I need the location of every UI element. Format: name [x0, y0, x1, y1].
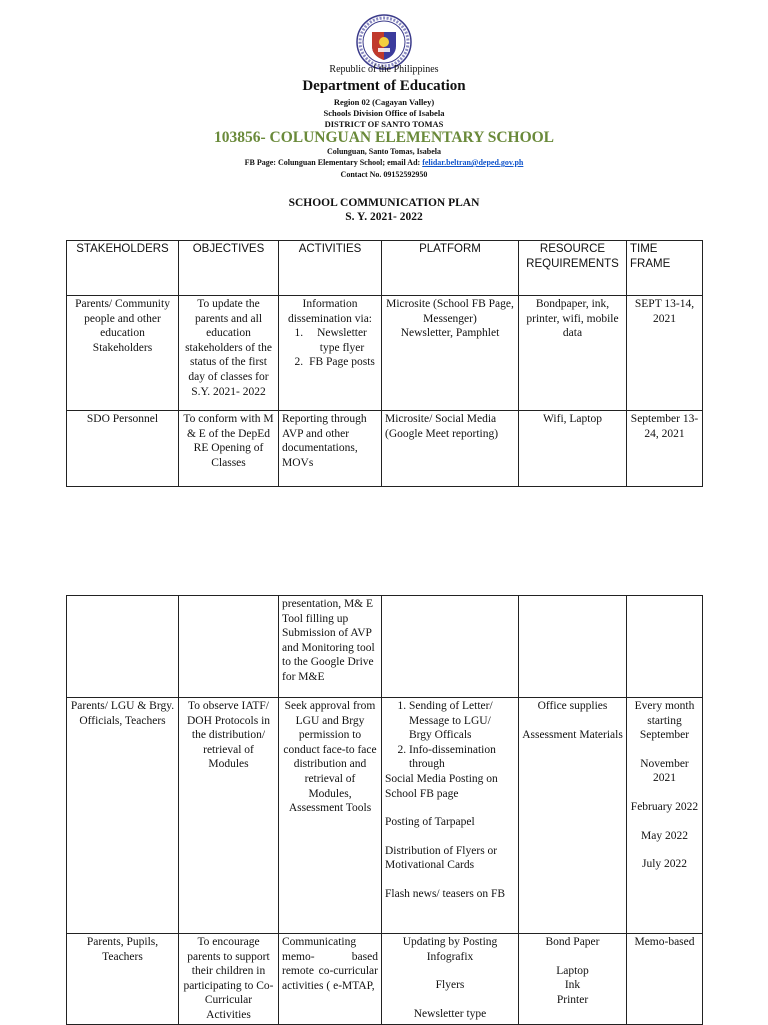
table-row [67, 934, 703, 1025]
list-item: 1. Newsletter type flyer [306, 326, 378, 355]
platform-cell [382, 296, 519, 411]
header-platform: PLATFORM [382, 241, 519, 296]
time-text: May 2022 [641, 829, 688, 842]
republic-line: Republic of the Philippines [329, 64, 439, 75]
platform-text: Flyers [435, 979, 465, 992]
resources-cell: Bondpaper, ink, printer, wifi, mobile data [519, 296, 627, 411]
stakeholders-cell: Parents, Pupils, Teachers [67, 934, 179, 1025]
region-line: Region 02 (Cagayan Valley) [333, 97, 435, 107]
platform-list [385, 699, 515, 772]
time-frame-cell: SEPT 13-14, 2021 [627, 296, 703, 411]
list-item: 2. Info-dissemination through [409, 743, 515, 772]
objectives-cell: To encourage parents to support their children in participating to Co- Curricular Activities [179, 934, 279, 1025]
table-row [67, 296, 703, 411]
resources-text: Office supplies [537, 700, 608, 712]
stakeholders-cell: Parents/ Community people and other education Stakeholders [67, 296, 179, 411]
activities-intro: Information dissemination via: [287, 298, 372, 325]
activities-cell: Communicating memo- based remote co-curricular activities ( e-MTAP, [279, 934, 382, 1025]
resources-text: Bond Paper [545, 936, 600, 948]
resources-text: Ink [564, 979, 581, 992]
activities-cell [279, 296, 382, 411]
district-line: DISTRICT OF SANTO TOMAS [324, 119, 444, 129]
list-item: 2. FB Page posts [306, 355, 378, 370]
stakeholders-cell: SDO Personnel [67, 411, 179, 487]
objectives-cell: To observe IATF/ DOH Protocols in the distribution/ retrieval of Modules [179, 698, 279, 934]
table-header-row [67, 241, 703, 296]
table-row [67, 411, 703, 487]
communication-plan-table [66, 240, 703, 487]
activities-cell: presentation, M& E Tool filling up Submission of AVP and Monitoring tool to the Google Drive for M&E [279, 596, 382, 698]
activities-list [282, 326, 378, 370]
communication-plan-table-continued [66, 595, 703, 1025]
stakeholders-cell [67, 596, 179, 698]
platform-text: Posting of Tarpapel [385, 816, 475, 829]
time-text: July 2022 [641, 858, 688, 871]
platform-text: Microsite (School FB Page, Messenger) [386, 298, 514, 325]
platform-cell: Microsite/ Social Media (Google Meet reporting) [382, 411, 519, 487]
objectives-cell [179, 596, 279, 698]
platform-text: Newsletter, Pamphlet [400, 327, 500, 340]
objectives-cell: To conform with M & E of the DepEd RE Opening of Classes [179, 411, 279, 487]
table-row [67, 698, 703, 934]
email-link[interactable]: felidar.beltran@deped.gov.ph [422, 158, 524, 167]
resources-cell [519, 596, 627, 698]
platform-text: Updating by Posting Infografix [402, 936, 498, 963]
platform-text: Distribution of Flyers or Motivational Cards [385, 844, 498, 872]
time-frame-cell: Memo-based [627, 934, 703, 1025]
resources-cell [519, 698, 627, 934]
platform-text: Flash news/ teasers on FB [385, 887, 506, 900]
contact-line: Contact No. 09152592950 [340, 170, 428, 179]
activities-cell: Seek approval from LGU and Brgy permission to conduct face-to face distribution and retrieval of Modules, Assessment Tools [279, 698, 382, 934]
school-name: 103856- COLUNGUAN ELEMENTARY SCHOOL [213, 129, 555, 146]
fb-page-text: FB Page: Colunguan Elementary School; email Ad: [244, 158, 423, 167]
department-name: Department of Education [302, 78, 466, 94]
list-item: 1. Sending of Letter/ Message to LGU/ Brgy Officals [409, 699, 515, 743]
table-row [67, 596, 703, 698]
resources-cell: Wifi, Laptop [519, 411, 627, 487]
resources-text: Assessment Materials [522, 728, 623, 741]
header-activities: ACTIVITIES [279, 241, 382, 296]
platform-text: Newsletter type [413, 1007, 487, 1020]
document-title: SCHOOL COMMUNICATION PLAN [288, 197, 480, 209]
time-text: February 2022 [630, 800, 699, 813]
activities-cell: Reporting through AVP and other documentations, MOVs [279, 411, 382, 487]
platform-text: Social Media Posting on School FB page [385, 772, 498, 800]
resources-cell [519, 934, 627, 1025]
header-stakeholders: STAKEHOLDERS [67, 241, 179, 296]
header-time-frame: TIME FRAME [627, 241, 703, 296]
time-frame-cell: September 13- 24, 2021 [627, 411, 703, 487]
school-year: S. Y. 2021- 2022 [345, 211, 423, 223]
resources-text: Printer [556, 993, 589, 1006]
header-resource-requirements: RESOURCE REQUIREMENTS [519, 241, 627, 296]
header-objectives: OBJECTIVES [179, 241, 279, 296]
platform-cell [382, 934, 519, 1025]
time-text: November 2021 [640, 757, 689, 785]
fb-email-line [0, 158, 768, 167]
objectives-cell: To update the parents and all education stakeholders of the status of the first day of classes for S.Y. 2021- 2022 [179, 296, 279, 411]
deped-seal-icon [356, 14, 412, 70]
platform-cell [382, 596, 519, 698]
school-address: Colunguan, Santo Tomas, Isabela [326, 147, 442, 156]
time-text: Every month starting September [634, 700, 695, 742]
division-line: Schools Division Office of Isabela [323, 108, 445, 118]
time-frame-cell [627, 596, 703, 698]
time-frame-cell [627, 698, 703, 934]
stakeholders-cell: Parents/ LGU & Brgy. Officials, Teachers [67, 698, 179, 934]
resources-text: Laptop [556, 964, 589, 977]
platform-cell [382, 698, 519, 934]
